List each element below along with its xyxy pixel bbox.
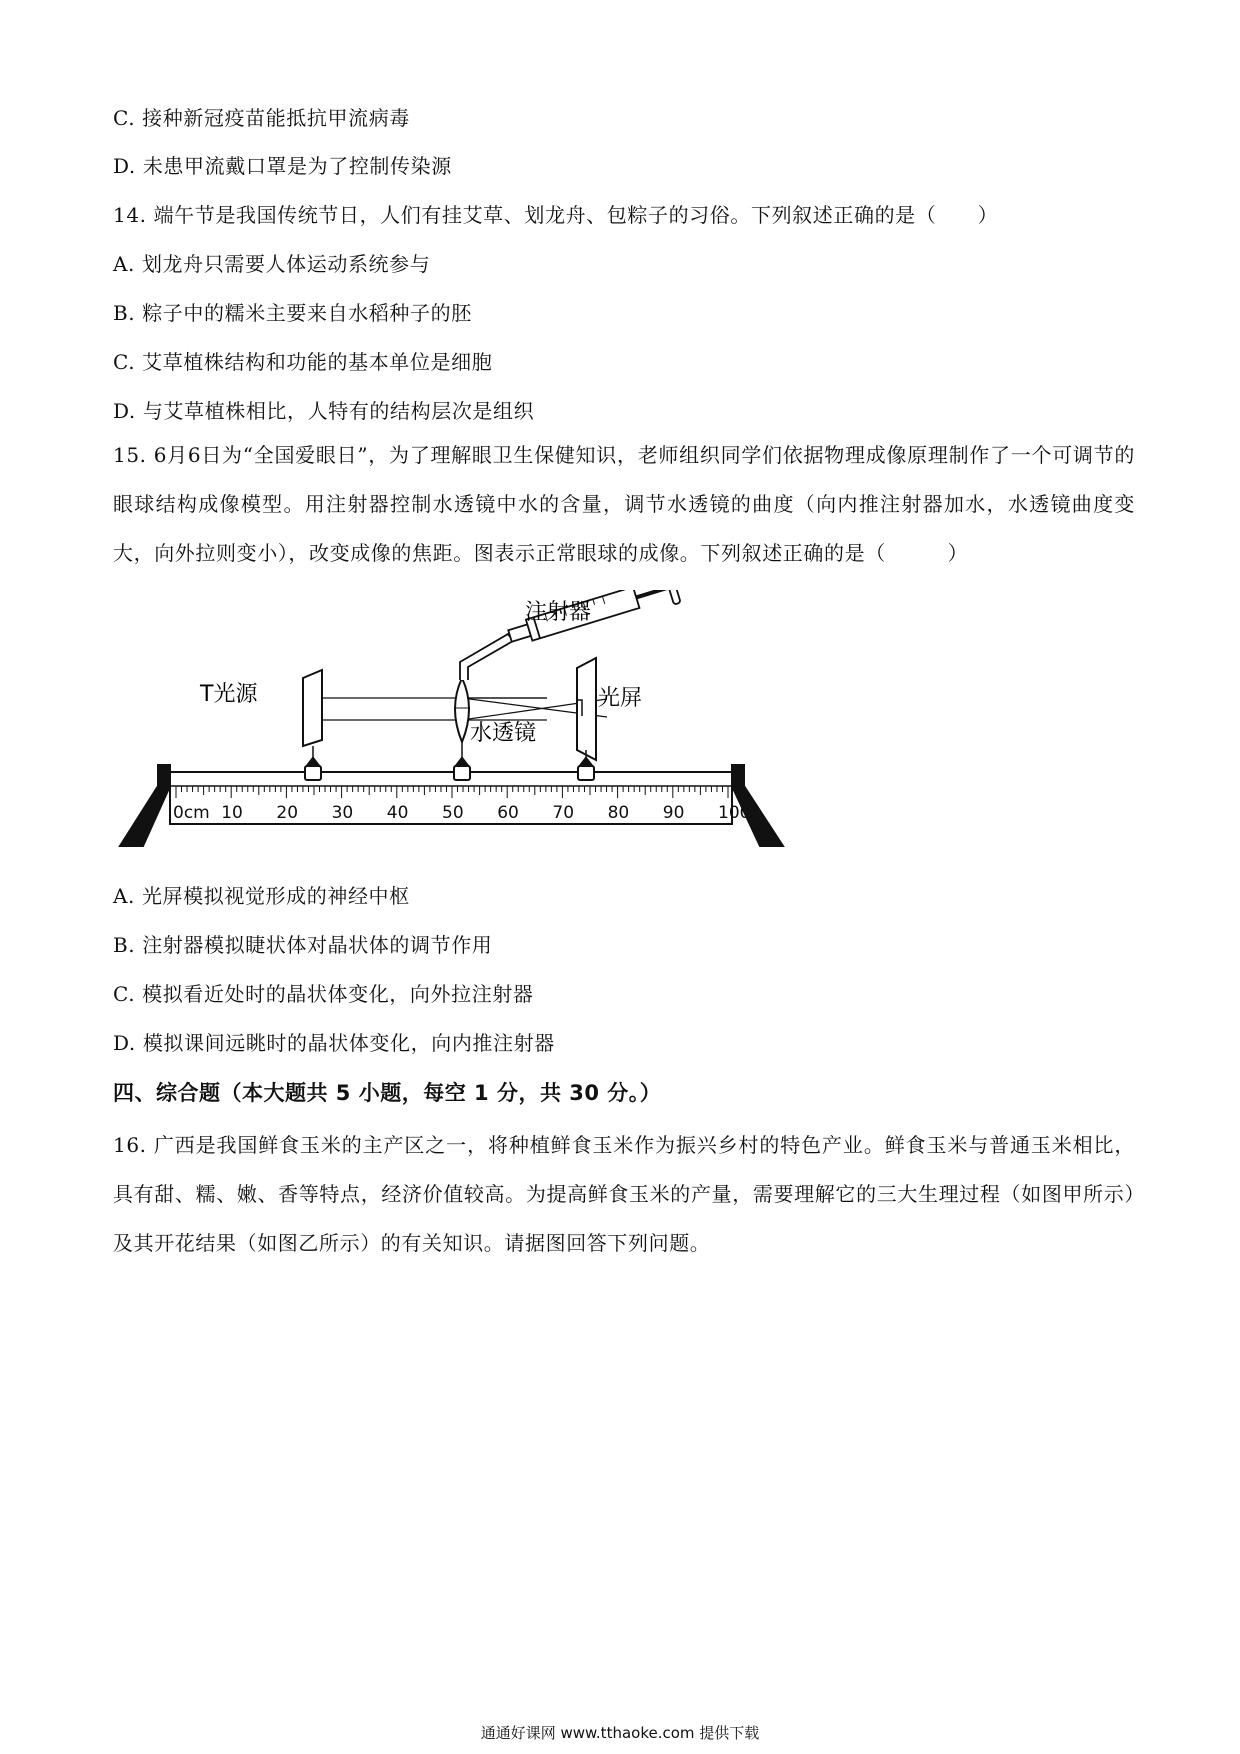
water-lens-label: 水透镜 — [470, 721, 537, 746]
q15-option-a: A. 光屏模拟视觉形成的神经中枢 — [113, 884, 410, 908]
left-support-leg — [120, 765, 170, 846]
ruler-tick-label: 0cm — [173, 803, 210, 823]
light-source-label: T光源 — [200, 682, 258, 707]
ruler-tick-label: 10 — [221, 803, 243, 823]
ruler-tick-label: 80 — [607, 803, 630, 823]
q15-option-b: B. 注射器模拟睫状体对晶状体的调节作用 — [113, 933, 493, 957]
ruler-tick-label: 100 — [718, 803, 751, 823]
q14-option-d: D. 与艾草植株相比，人特有的结构层次是组织 — [113, 399, 535, 423]
syringe-label: 注射器 — [525, 600, 592, 625]
ruler-tick-label: 90 — [662, 803, 685, 823]
q15-option-d: D. 模拟课间远眺时的晶状体变化，向内推注射器 — [113, 1031, 555, 1055]
page-footer: 通通好课网 www.tthaoke.com 提供下载 — [480, 1724, 760, 1742]
q14-option-c: C. 艾草植株结构和功能的基本单位是细胞 — [113, 350, 493, 374]
syringe-tube — [460, 634, 513, 680]
light-source-holder — [305, 766, 321, 780]
ruler-tick-label: 30 — [331, 803, 354, 823]
q15-stem: 15. 6月6日为“全国爱眼日”，为了理解眼卫生保健知识，老师组织同学们依据物理成像原理制作了一个可调节的眼球结构成像模型。用注射器控制水透镜中水的含量，调节水透镜的曲度（向内推注射器加水，水透镜曲度变大，向外拉则变小），改变成像的焦距。图表示正常眼球的成像。下列叙述正确的是（ ） — [113, 443, 1135, 565]
light-screen-plate — [577, 658, 596, 760]
q13-option-c: C. 接种新冠疫苗能抵抗甲流病毒 — [113, 106, 410, 130]
ruler-tick-label: 40 — [386, 803, 409, 823]
q14-option-b: B. 粽子中的糯米主要来自水稻种子的胚 — [113, 301, 472, 325]
ruler-tick-label: 60 — [497, 803, 519, 823]
light-source-plate — [303, 670, 322, 746]
water-lens — [455, 678, 469, 742]
section-heading: 四、综合题（本大题共 5 小题，每空 1 分，共 30 分。） — [113, 1081, 662, 1105]
q13-option-d: D. 未患甲流戴口罩是为了控制传染源 — [113, 154, 452, 178]
q16-stem: 16. 广西是我国鲜食玉米的主产区之一，将种植鲜食玉米作为振兴乡村的特色产业。鲜食玉米与普通玉米相比，具有甜、糯、嫩、香等特点，经济价值较高。为提高鲜食玉米的产量，需要理解它的三大生理过程（如图甲所示）及其开花结果（如图乙所示）的有关知识。请据图回答下列问题。 — [113, 1133, 1135, 1255]
ruler-tick-label: 20 — [276, 803, 299, 823]
q14-stem: 14. 端午节是我国传统节日，人们有挂艾草、划龙舟、包粽子的习俗。下列叙述正确的是（ ） — [113, 203, 999, 227]
q14-option-a: A. 划龙舟只需要人体运动系统参与 — [113, 252, 431, 276]
q15-option-c: C. 模拟看近处时的晶状体变化，向外拉注射器 — [113, 982, 534, 1006]
eye-model-figure — [110, 590, 810, 860]
ruler-tick-label: 50 — [442, 803, 464, 823]
ruler-tick-label: 70 — [552, 803, 575, 823]
screen-label: 光屏 — [598, 686, 643, 711]
